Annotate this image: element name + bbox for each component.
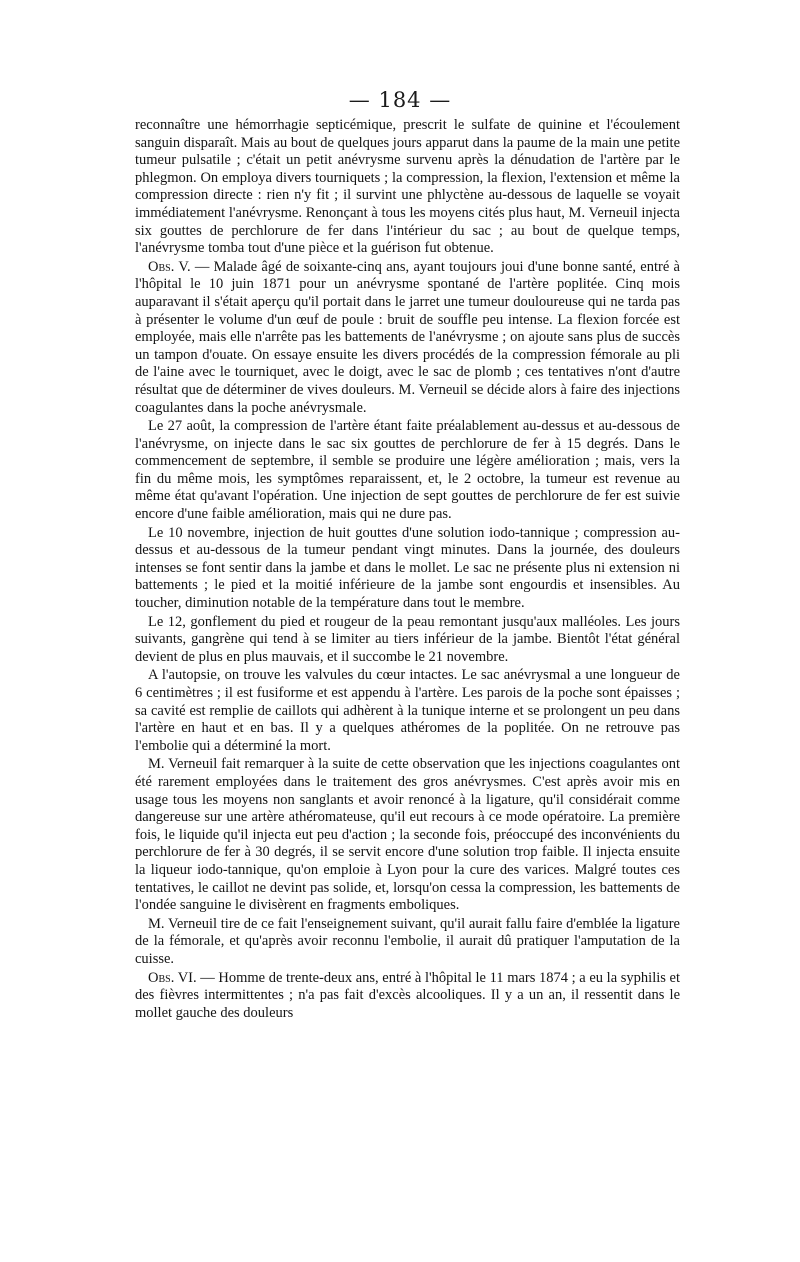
paragraph [135, 756, 680, 914]
paragraph-text: — Homme de trente-deux ans, entré à l'hôpital le 11 mars 1874 ; a eu la syphilis et des fièvres intermittentes ; n'a pas fait d'excès alcooliques. Il y a un an, il ressentit dans le mollet gauche des douleurs [135, 969, 680, 1021]
paragraph-text: Le 12, gonflement du pied et rougeur de la peau remontant jusqu'aux malléoles. Les jours suivants, gangrène qui tend à se limiter au tiers inférieur de la jambe. Bientôt l'état général devient de plus en plus mauvais, et il succombe le 21 novembre. [135, 613, 680, 665]
observation-label: Obs. V. [148, 258, 191, 275]
paragraph-obs-v [135, 259, 680, 417]
paragraph-text: reconnaître une hémorrhagie septicémique, prescrit le sulfate de quinine et l'écoulement sanguin disparaît. Mais au bout de quelques jours apparut dans la paume de la main une petite tumeur pulsatile ; c'était un petit anévrysme survenu après la dénudation de l'artère par le phlegmon. On employa divers tourniquets ; la compression, la flexion, l'extension et même la compression directe : rien n'y fit ; il survint une phlyctène au-dessous de laquelle se voyait immédiatement l'anévrysme. Renonçant à tous les moyens cités plus haut, M. Verneuil injecta six gouttes de perchlorure de fer dans l'intérieur du sac ; au bout de quelque temps, l'anévrysme tomba tout d'une pièce et la guérison fut obtenue. [135, 117, 680, 257]
paragraph-text: M. Verneuil tire de ce fait l'enseignement suivant, qu'il aurait fallu faire d'emblée la ligature de la fémorale, et qu'après avoir reconnu l'embolie, il aurait dû pratiquer l'amputation de la cuisse. [135, 915, 680, 967]
paragraph [135, 418, 680, 524]
paragraph-obs-vi [135, 970, 680, 1023]
paragraph [135, 614, 680, 667]
paragraph [135, 525, 680, 613]
paragraph [135, 667, 680, 755]
body-text [135, 117, 680, 1023]
paragraph-text: A l'autopsie, on trouve les valvules du cœur intactes. Le sac anévrysmal a une longueur de 6 centimètres ; il est fusiforme et est appendu à l'artère. Les parois de la poche sont épaisses ; sa cavité est remplie de caillots qui adhèrent à la tunique interne et se prolongent un peu dans l'artère en haut et en bas. Il y a quelques athéromes de la poplitée. On ne retrouve pas l'embolie qui a déterminé la mort. [135, 667, 680, 754]
paragraph-text: M. Verneuil fait remarquer à la suite de cette observation que les injections coagulantes ont été rarement employées dans le traitement des gros anévrysmes. C'est après avoir mis en usage tous les moyens non sanglants et avoir renoncé à la ligature, qu'il considérait comme dangereuse sur une artère athéromateuse, qu'il eut recours à ce mode opératoire. La première fois, le liquide qu'il injecta eut peu d'action ; la seconde fois, préoccupé des inconvénients du perchlorure de fer à 30 degrés, il se servit encore d'une solution trop faible. Il injecta ensuite la liqueur iodo-tannique, qu'on emploie à Lyon pour la cure des varices. Malgré toutes ces tentatives, le caillot ne devint pas solide, et, lorsqu'on cessa la compression, les battements de l'ondée sanguine le divisèrent en fragments emboliques. [135, 756, 680, 914]
paragraph-text: Le 27 août, la compression de l'artère étant faite préalablement au-dessus et au-dessous de l'anévrysme, on injecte dans le sac six gouttes de perchlorure de fer à 15 degrés. Dans le commencement de septembre, il semble se produire une légère amélioration ; mais, vers la fin du même mois, les symptômes reparaissent, et, le 2 octobre, la tumeur est revenue au même état qu'avant l'opération. Une injection de sept gouttes de perchlorure de fer est suivie encore d'une faible amélioration, mais qui ne dure pas. [135, 418, 680, 523]
paragraph-text: — Malade âgé de soixante-cinq ans, ayant toujours joui d'une bonne santé, entré à l'hôpital le 10 juin 1871 pour un anévrysme spontané de l'artère poplitée. Cinq mois auparavant il s'était aperçu qu'il portait dans le jarret une tumeur douloureuse qui ne tarda pas à présenter le volume d'un œuf de poule : bruit de souffle peu intense. La flexion forcée est employée, mais elle n'arrête pas les battements de l'anévrysme ; on ajoute sans plus de succès un tampon d'ouate. On essaye ensuite les divers procédés de la compression fémorale au pli de l'aine avec le tourniquet, avec le doigt, avec le sac de plomb ; ces tentatives n'ont d'autre résultat que de déterminer de vives douleurs. M. Verneuil se décide alors à faire des injections coagulantes dans la poche anévrysmale. [135, 258, 680, 416]
paragraph-continuation [135, 117, 680, 258]
page-number: — 184 — [348, 88, 452, 112]
observation-label: Obs. VI. [148, 969, 197, 986]
paragraph [135, 916, 680, 969]
paragraph-text: Le 10 novembre, injection de huit gouttes d'une solution iodo-tannique ; compression au-dessus et au-dessous de la tumeur pendant vingt minutes. Dans la journée, des douleurs intenses se font sentir dans la jambe et dans le mollet. Le sac ne présente plus ni extension ni battements ; le pied et la moitié inférieure de la jambe sont engourdis et insensibles. Au toucher, diminution notable de la température dans tout le membre. [135, 524, 680, 612]
